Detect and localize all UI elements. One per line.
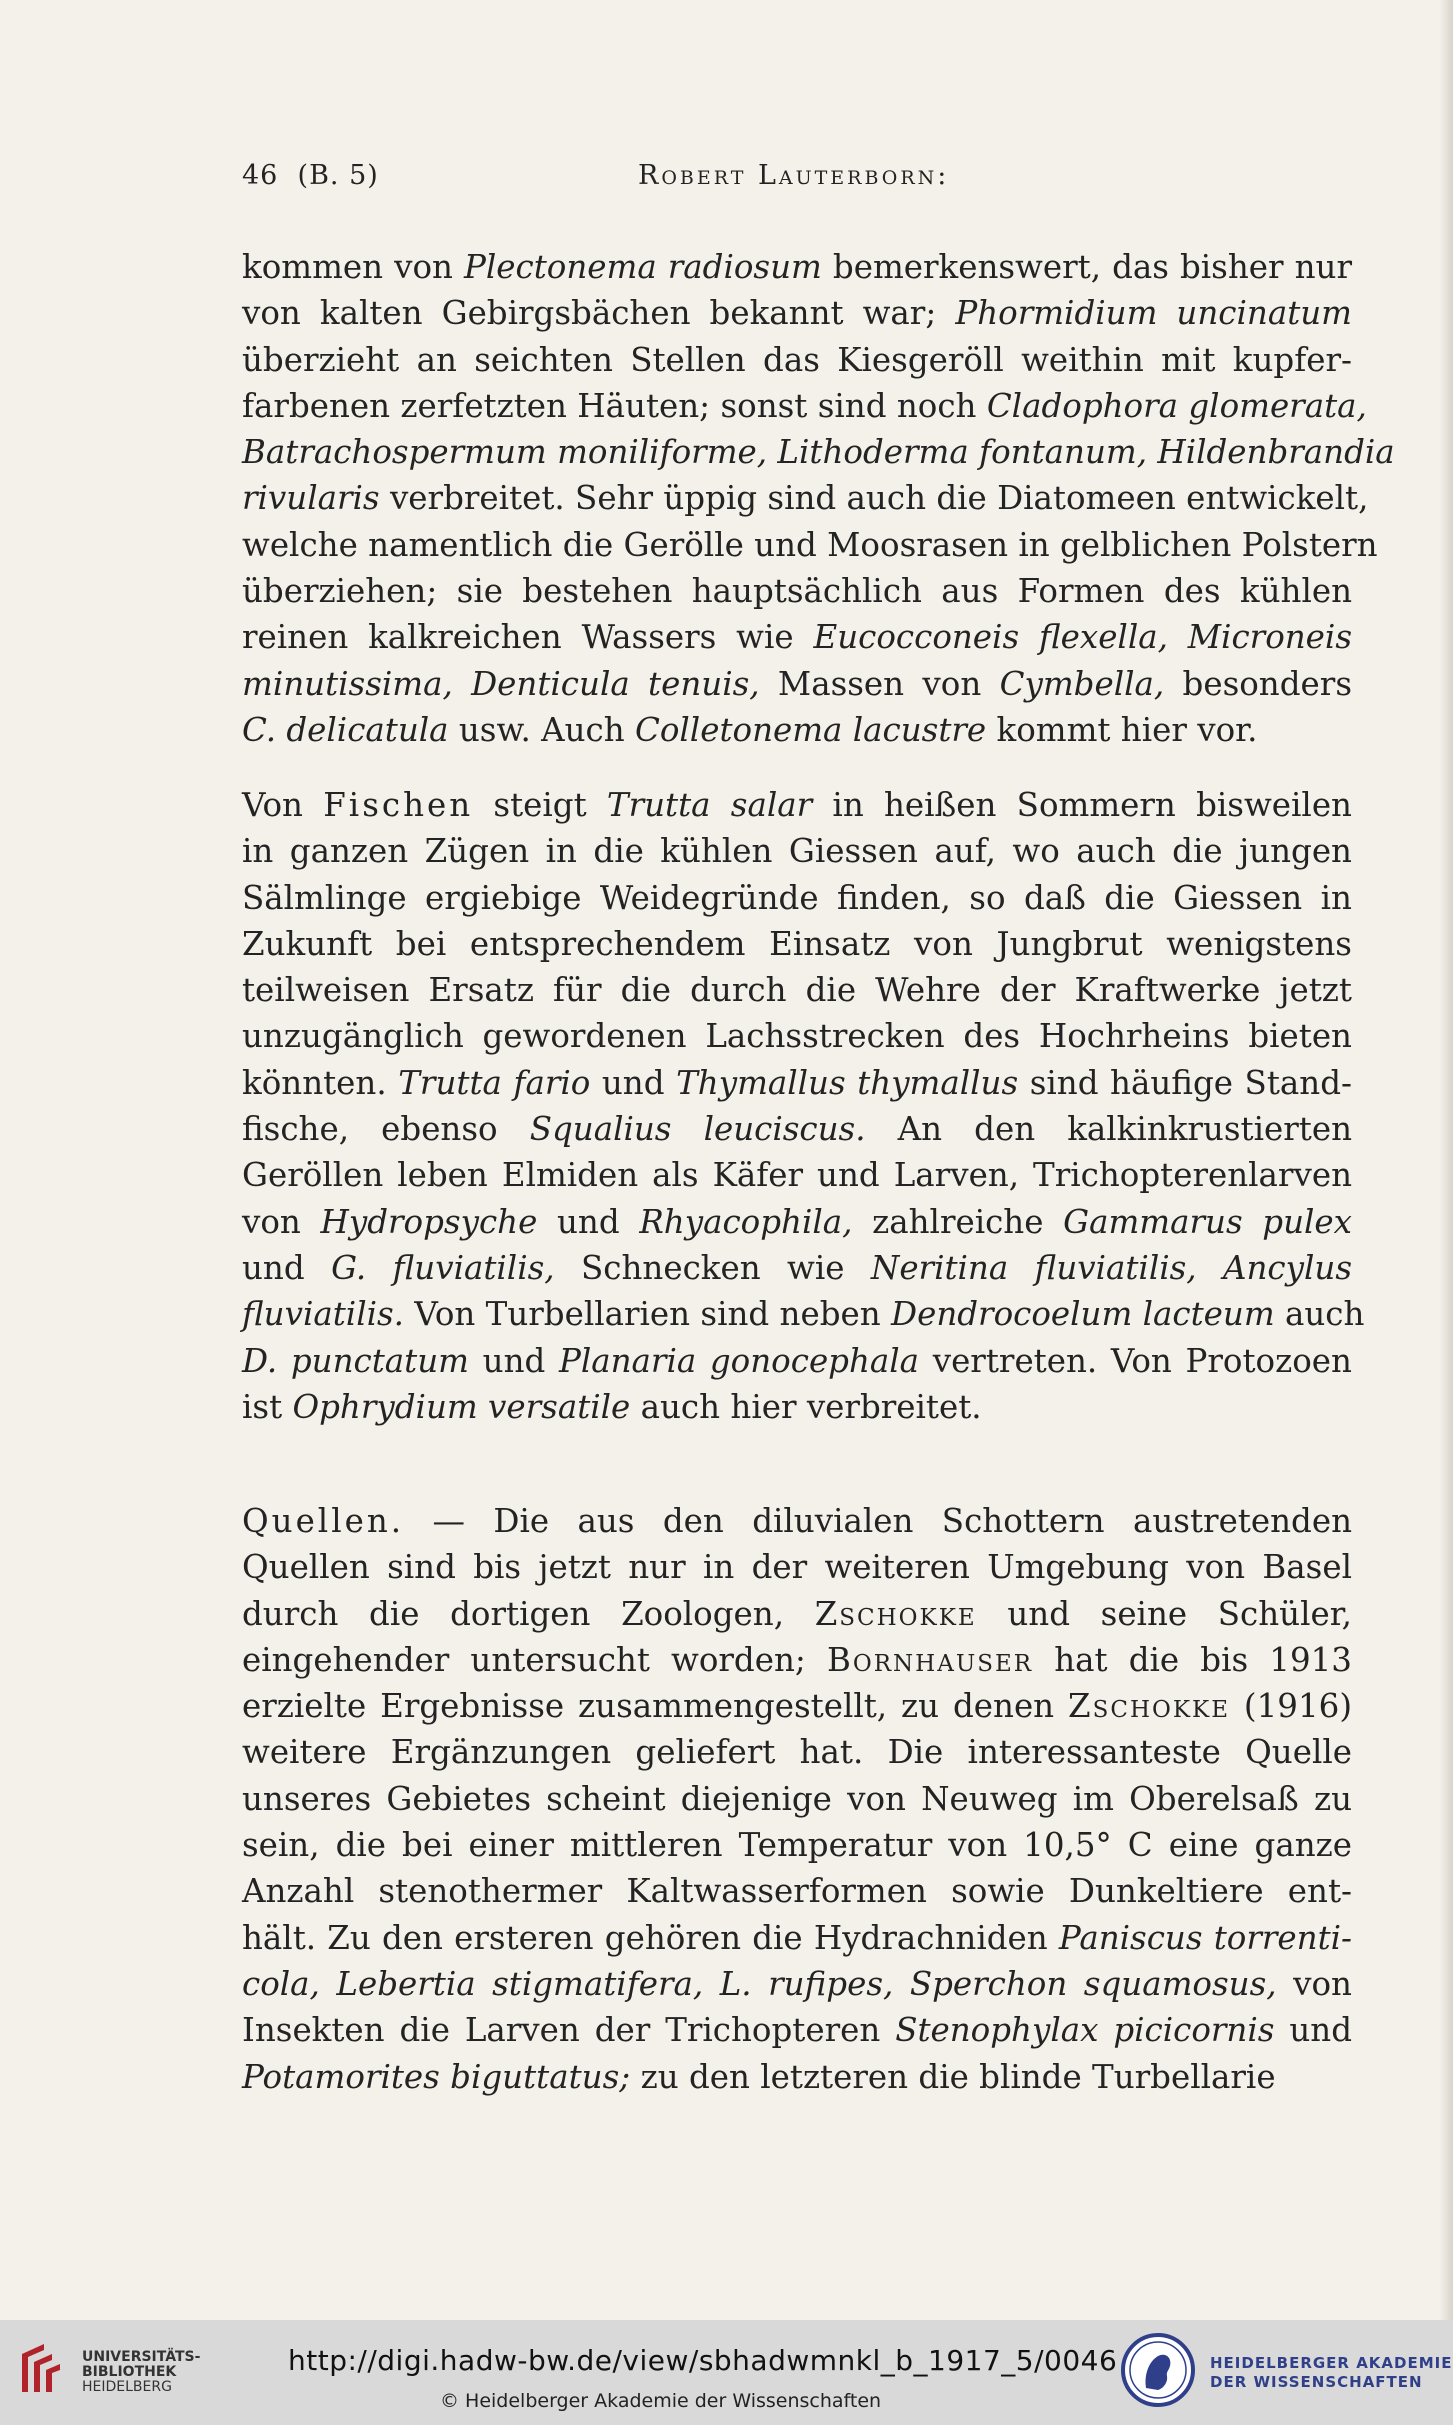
italic-taxon: Squalius leuciscus.	[529, 1110, 866, 1149]
copyright-notice: © Heidelberger Akademie der Wissenschaften	[440, 2390, 882, 2412]
text-line: teilweisen Ersatz für die durch die Wehre der Kraftwerke jetzt	[242, 971, 1352, 1010]
author-name: Zschokke	[1068, 1687, 1231, 1726]
text-line: Quellen. — Die aus den diluvialen Schottern austretenden	[242, 1502, 1352, 1540]
text-line: reinen kalkreichen Wassers wie Eucocconeis flexella, Microneis	[242, 618, 1352, 657]
italic-taxon: Paniscus torrenti-	[1058, 1918, 1352, 1957]
text-line: Potamorites biguttatus; zu den letzteren die blinde Turbellarie	[242, 2057, 1276, 2096]
italic-taxon: Cladophora glomerata,	[986, 386, 1367, 425]
italic-taxon: Batrachospermum moniliforme, Lithoderma fontanum, Hildenbrandia	[242, 433, 1395, 472]
text-line: rivularis verbreitet. Sehr üppig sind auch die Diatomeen entwickelt,	[242, 479, 1369, 518]
text-line: fische, ebenso Squalius leuciscus. An den kalkinkrustierten	[242, 1110, 1352, 1149]
italic-taxon: Planaria gonocephala	[558, 1341, 920, 1380]
italic-taxon: Cymbella,	[999, 664, 1165, 703]
italic-taxon: Gammarus pulex	[1063, 1202, 1352, 1241]
italic-taxon: Colletonema lacustre	[634, 710, 987, 749]
page-edge-shadow	[1439, 0, 1453, 2320]
text-line: Sälmlinge ergiebige Weidegründe finden, so daß die Giessen in	[242, 878, 1352, 917]
paragraph-algae	[242, 244, 1395, 753]
italic-taxon: Trutta fario	[398, 1063, 591, 1102]
text-line: Quellen sind bis jetzt nur in der weiteren Umgebung von Basel	[242, 1548, 1352, 1587]
text-line: ist Ophrydium versatile auch hier verbreitet.	[242, 1387, 982, 1426]
text-line: sein, die bei einer mittleren Temperatur von 10,5° C eine ganze	[242, 1826, 1352, 1865]
text-line: farbenen zerfetzten Häuten; sonst sind noch Cladophora glomerata,	[242, 386, 1367, 425]
text-line: könnten. Trutta fario und Thymallus thymallus sind häufige Stand-	[242, 1063, 1352, 1102]
text-line: Anzahl stenothermer Kaltwasserformen sowie Dunkeltiere ent-	[242, 1872, 1352, 1911]
text-line: durch die dortigen Zoologen, Zschokke und seine Schüler,	[242, 1594, 1352, 1633]
academy-seal-icon[interactable]	[1120, 2332, 1196, 2408]
viewer-footer-bar	[0, 2320, 1453, 2425]
italic-taxon: D. punctatum	[242, 1341, 469, 1380]
text-line: Insekten die Larven der Trichopteren Stenophylax picicornis und	[242, 2011, 1352, 2050]
text-line: C. delicatula usw. Auch Colletonema lacustre kommt hier vor.	[242, 710, 1258, 749]
italic-taxon: Neritina fluviatilis, Ancylus	[870, 1248, 1352, 1287]
text-line: von Hydropsyche und Rhyacophila, zahlreiche Gammarus pulex	[242, 1202, 1352, 1241]
text-line	[242, 429, 1395, 475]
italic-taxon: Potamorites biguttatus;	[242, 2057, 631, 2096]
paragraph-springs	[242, 1498, 1352, 2100]
italic-taxon: Stenophylax picicornis	[895, 2011, 1275, 2050]
university-library-name: UNIVERSITÄTS- BIBLIOTHEK HEIDELBERG	[82, 2349, 201, 2395]
italic-taxon: G. fluviatilis,	[331, 1248, 555, 1287]
running-head	[242, 160, 1342, 200]
page-number-and-section: 46 (B. 5)	[242, 160, 379, 191]
page-url-link[interactable]: http://digi.hadw-bw.de/view/sbhadwmnkl_b_1917_5/0046	[288, 2344, 1118, 2377]
italic-taxon: minutissima, Denticula tenuis,	[242, 664, 760, 703]
italic-taxon: Ophrydium versatile	[292, 1387, 631, 1426]
italic-taxon: rivularis	[242, 479, 380, 518]
italic-taxon: Dendrocoelum lacteum	[891, 1295, 1275, 1334]
italic-taxon: Hydropsyche	[320, 1202, 538, 1241]
text-line: kommen von Plectonema radiosum bemerkenswert, das bisher nur	[242, 248, 1352, 286]
italic-taxon: fluviatilis.	[242, 1295, 404, 1334]
italic-taxon: Plectonema radiosum	[464, 248, 822, 286]
spaced-emphasis: Fischen	[323, 786, 474, 824]
text-line: unzugänglich gewordenen Lachsstrecken des Hochrheins bieten	[242, 1017, 1352, 1056]
text-line: überzieht an seichten Stellen das Kiesgeröll weithin mit kupfer-	[242, 340, 1352, 379]
text-line: von kalten Gebirgsbächen bekannt war; Phormidium uncinatum	[242, 294, 1352, 333]
text-line: D. punctatum und Planaria gonocephala vertreten. Von Protozoen	[242, 1341, 1352, 1380]
text-line: welche namentlich die Gerölle und Moosrasen in gelblichen Polstern	[242, 525, 1378, 564]
text-line: Geröllen leben Elmiden als Käfer und Larven, Trichopterenlarven	[242, 1156, 1352, 1195]
text-line: minutissima, Denticula tenuis, Massen von Cymbella, besonders	[242, 664, 1352, 703]
text-line: eingehender untersucht worden; Bornhauser hat die bis 1913	[242, 1640, 1352, 1679]
spaced-emphasis: Quellen.	[242, 1502, 405, 1540]
text-line: unseres Gebietes scheint diejenige von Neuweg im Oberelsaß zu	[242, 1779, 1352, 1818]
italic-taxon: Rhyacophila,	[639, 1202, 853, 1241]
text-line: und G. fluviatilis, Schnecken wie Neritina fluviatilis, Ancylus	[242, 1248, 1352, 1287]
paragraph-fish	[242, 782, 1365, 1430]
text-line: Zukunft bei entsprechendem Einsatz von Jungbrut wenigstens	[242, 924, 1352, 963]
academy-name: HEIDELBERGER AKADEMIE DER WISSENSCHAFTEN	[1210, 2354, 1453, 2391]
italic-taxon: Eucocconeis flexella, Microneis	[813, 618, 1352, 657]
text-line: überziehen; sie bestehen hauptsächlich aus Formen des kühlen	[242, 572, 1352, 611]
text-line: hält. Zu den ersteren gehören die Hydrachniden Paniscus torrenti-	[242, 1918, 1352, 1957]
text-line: fluviatilis. Von Turbellarien sind neben Dendrocoelum lacteum auch	[242, 1295, 1365, 1334]
author-name: Bornhauser	[826, 1640, 1034, 1679]
italic-taxon: Thymallus thymallus	[676, 1063, 1019, 1102]
text-line: Von Fischen steigt Trutta salar in heißen Sommern bisweilen	[242, 786, 1352, 824]
italic-taxon: Phormidium uncinatum	[955, 294, 1352, 333]
italic-taxon: C. delicatula	[242, 710, 449, 749]
text-line: in ganzen Zügen in die kühlen Giessen auf, wo auch die jungen	[242, 832, 1352, 871]
italic-taxon: cola, Lebertia stigmatifera, L. rufipes, Sperchon squamosus,	[242, 1964, 1277, 2003]
text-line: erzielte Ergebnisse zusammengestellt, zu denen Zschokke (1916)	[242, 1687, 1352, 1726]
author-name: Zschokke	[814, 1594, 977, 1633]
running-head-author: Robert Lauterborn:	[638, 160, 950, 191]
italic-taxon: Trutta salar	[606, 786, 813, 824]
university-library-logo-icon[interactable]	[14, 2340, 74, 2400]
text-line: weitere Ergänzungen geliefert hat. Die interessanteste Quelle	[242, 1733, 1352, 1772]
text-line: cola, Lebertia stigmatifera, L. rufipes, Sperchon squamosus, von	[242, 1964, 1352, 2003]
